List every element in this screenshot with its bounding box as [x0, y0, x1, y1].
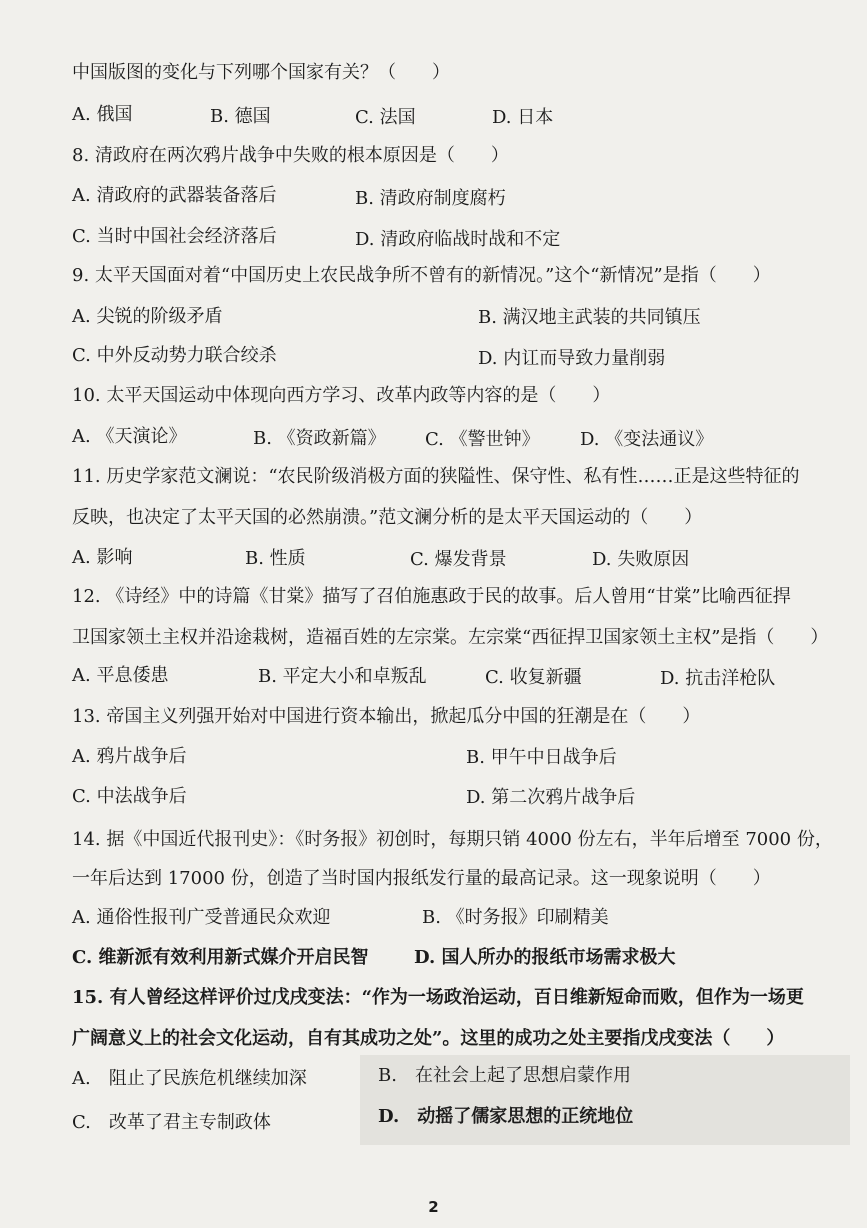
question-7-stem: 中国版图的变化与下列哪个国家有关？（ ） [72, 62, 450, 83]
question-12-option-b: B. 平定大小和卓叛乱 [258, 666, 427, 687]
question-15-option-d: D. 动摇了儒家思想的正统地位 [378, 1106, 634, 1127]
question-15-option-b: B. 在社会上起了思想启蒙作用 [378, 1065, 631, 1086]
question-11-stem-line-2: 反映，也决定了太平天国的必然崩溃。”范文澜分析的是太平天国运动的（ ） [72, 507, 703, 528]
question-8-option-b: B. 清政府制度腐朽 [355, 188, 506, 209]
question-10-option-a: A. 《天演论》 [72, 426, 187, 447]
question-13-option-b: B. 甲午中日战争后 [466, 747, 617, 768]
question-13-option-a: A. 鸦片战争后 [72, 746, 187, 767]
question-7-option-d: D. 日本 [492, 107, 554, 128]
question-9-stem: 9. 太平天国面对着“中国历史上农民战争所不曾有的新情况。”这个“新情况”是指（ ） [72, 265, 771, 286]
question-12-option-d: D. 抗击洋枪队 [660, 668, 776, 689]
question-13-option-d: D. 第二次鸦片战争后 [466, 787, 636, 808]
question-12-stem-line-1: 12. 《诗经》中的诗篇《甘棠》描写了召伯施惠政于民的故事。后人曾用“甘棠”比喻西征捍 [72, 586, 791, 607]
question-10-option-d: D. 《变法通议》 [580, 429, 714, 450]
question-15-stem-line-2: 广阔意义上的社会文化运动，自有其成功之处”。这里的成功之处主要指戊戌变法（ ） [72, 1028, 785, 1049]
question-7-option-b: B. 德国 [210, 106, 271, 127]
question-11-option-d: D. 失败原因 [592, 549, 690, 570]
question-9-option-d: D. 内讧而导致力量削弱 [478, 348, 666, 369]
question-14-option-c: C. 维新派有效利用新式媒介开启民智 [72, 947, 369, 968]
question-11-option-b: B. 性质 [245, 548, 306, 569]
question-13-option-c: C. 中法战争后 [72, 786, 187, 807]
question-12-stem-line-2: 卫国家领土主权并沿途栽树，造福百姓的左宗棠。左宗棠“西征捍卫国家领土主权”是指（ ） [72, 627, 829, 648]
question-14-option-b: B. 《时务报》印刷精美 [422, 907, 609, 928]
question-15-option-a: A. 阻止了民族危机继续加深 [72, 1068, 307, 1089]
question-12-option-c: C. 收复新疆 [485, 667, 582, 688]
question-9-option-a: A. 尖锐的阶级矛盾 [72, 306, 223, 327]
question-14-stem-line-1: 14. 据《中国近代报刊史》：《时务报》初创时，每期只销 4000 份左右，半年后增至 7000 份， [72, 829, 833, 850]
question-14-option-d: D. 国人所办的报纸市场需求极大 [414, 947, 676, 968]
question-8-option-a: A. 清政府的武器装备落后 [72, 185, 277, 206]
question-9-option-c: C. 中外反动势力联合绞杀 [72, 345, 277, 366]
page-number: 2 [428, 1198, 439, 1216]
question-11-option-c: C. 爆发背景 [410, 549, 507, 570]
question-10-option-c: C. 《警世钟》 [425, 429, 540, 450]
question-8-option-d: D. 清政府临战时战和不定 [355, 229, 561, 250]
question-11-stem-line-1: 11. 历史学家范文澜说：“农民阶级消极方面的狭隘性、保守性、私有性……正是这些特征的 [72, 466, 800, 487]
question-14-stem-line-2: 一年后达到 17000 份，创造了当时国内报纸发行量的最高记录。这一现象说明（ ） [72, 868, 771, 889]
question-15-stem-line-1: 15. 有人曾经这样评价过戊戌变法：“作为一场政治运动，百日维新短命而败，但作为一场更 [72, 987, 804, 1008]
question-8-option-c: C. 当时中国社会经济落后 [72, 226, 277, 247]
question-10-stem: 10. 太平天国运动中体现向西方学习、改革内政等内容的是（ ） [72, 385, 611, 406]
question-12-option-a: A. 平息倭患 [72, 665, 169, 686]
question-13-stem: 13. 帝国主义列强开始对中国进行资本输出，掀起瓜分中国的狂潮是在（ ） [72, 706, 701, 727]
question-7-option-c: C. 法国 [355, 107, 416, 128]
question-9-option-b: B. 满汉地主武装的共同镇压 [478, 307, 701, 328]
question-11-option-a: A. 影响 [72, 547, 133, 568]
question-14-option-a: A. 通俗性报刊广受普通民众欢迎 [72, 907, 331, 928]
question-8-stem: 8. 清政府在两次鸦片战争中失败的根本原因是（ ） [72, 145, 509, 166]
question-10-option-b: B. 《资政新篇》 [253, 428, 386, 449]
question-15-option-c: C. 改革了君主专制政体 [72, 1112, 271, 1133]
question-7-option-a: A. 俄国 [72, 104, 133, 125]
